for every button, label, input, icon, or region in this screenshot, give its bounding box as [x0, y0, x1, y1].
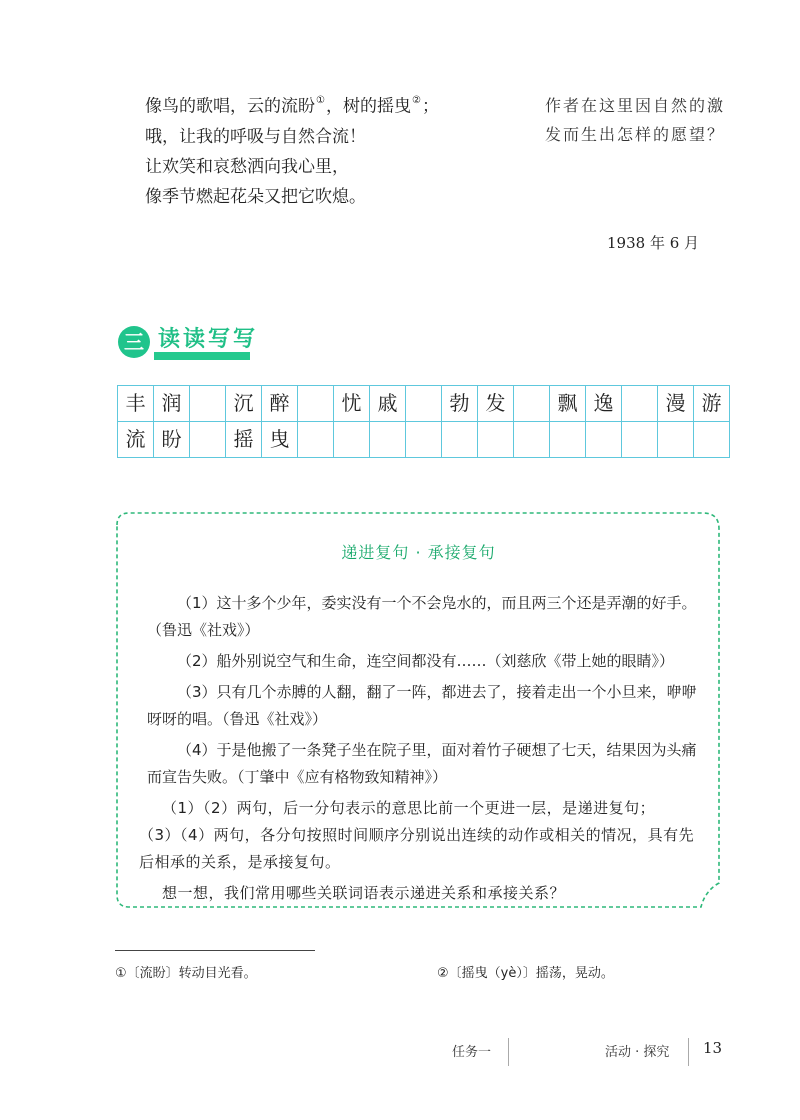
grid-cell — [298, 422, 334, 458]
section-number-badge: 三 — [118, 326, 150, 358]
conclusion-sequential: （3）（4）两句，各分句按照时间顺序分别说出连续的动作或相关的情况，具有先后相承的关系，是承接复句。 — [139, 826, 695, 871]
section-underline — [154, 352, 250, 360]
grid-cell: 飘 — [550, 386, 586, 422]
grid-cell — [370, 422, 406, 458]
grid-cell — [406, 386, 442, 422]
knowledge-box-title: 递进复句 · 承接复句 — [341, 543, 496, 562]
poem-line-1: 像鸟的歌唱，云的流盼①，树的摇曳②； — [145, 95, 439, 117]
word-practice-grid — [117, 385, 730, 458]
grid-cell: 戚 — [370, 386, 406, 422]
grid-cell: 润 — [154, 386, 190, 422]
example-4: （4）于是他搬了一条凳子坐在院子里，面对着竹子硬想了七天，结果因为头痛而宣告失败。（丁肇中《应有格物致知精神》） — [147, 741, 697, 786]
grid-cell — [190, 386, 226, 422]
footer-task-label: 任务一 — [452, 1045, 492, 1060]
knowledge-box-text — [139, 590, 702, 911]
grid-cell: 游 — [694, 386, 730, 422]
grid-cell: 丰 — [118, 386, 154, 422]
poem-line-2: 哦，让我的呼吸与自然合流！ — [145, 126, 366, 147]
grid-cell — [514, 422, 550, 458]
page-number: 13 — [703, 1039, 723, 1057]
footer-activity-label: 活动 · 探究 — [605, 1045, 670, 1060]
side-annotation: 作者在这里因自然的激发而生出怎样的愿望？ — [545, 96, 726, 144]
grid-cell — [190, 422, 226, 458]
poem-line-4: 像季节燃起花朵又把它吹熄。 — [145, 186, 366, 207]
grid-cell: 流 — [118, 422, 154, 458]
grid-cell — [406, 422, 442, 458]
grid-cell: 醉 — [262, 386, 298, 422]
section-title: 读读写写 — [158, 327, 259, 352]
grid-cell — [334, 422, 370, 458]
grid-cell — [514, 386, 550, 422]
footnote-2: ②〔摇曳（yè）〕摇荡，晃动。 — [437, 966, 614, 981]
poem-line-3: 让欢笑和哀愁洒向我心里， — [145, 156, 349, 177]
grid-cell — [586, 422, 622, 458]
footer-divider — [688, 1038, 689, 1066]
grid-cell — [658, 422, 694, 458]
footnote-ref-1: ① — [316, 95, 325, 106]
grid-cell: 漫 — [658, 386, 694, 422]
footnote-divider — [115, 950, 315, 951]
grid-cell: 沉 — [226, 386, 262, 422]
grid-cell: 摇 — [226, 422, 262, 458]
poem-date: 1938 年 6 月 — [607, 234, 700, 252]
poem — [145, 88, 515, 212]
grid-cell: 曳 — [262, 422, 298, 458]
footnote-ref-2: ② — [411, 95, 421, 106]
grid-cell — [298, 386, 334, 422]
example-1: （1）这十多个少年，委实没有一个不会凫水的，而且两三个还是弄潮的好手。（鲁迅《社戏》） — [147, 594, 697, 639]
grid-cell: 勃 — [442, 386, 478, 422]
think-question: 想一想，我们常用哪些关联词语表示递进关系和承接关系？ — [162, 884, 566, 902]
grid-cell — [550, 422, 586, 458]
footnote-1: ①〔流盼〕转动目光看。 — [115, 966, 257, 981]
grid-cell: 忧 — [334, 386, 370, 422]
example-2: （2）船外别说空气和生命，连空间都没有……（刘慈欣《带上她的眼睛》） — [177, 652, 675, 670]
grid-cell — [694, 422, 730, 458]
example-3: （3）只有几个赤膊的人翻，翻了一阵，都进去了，接着走出一个小旦来，咿咿呀呀的唱。（鲁迅《社戏》） — [147, 683, 697, 728]
grid-cell — [442, 422, 478, 458]
conclusion-progressive: （1）（2）两句，后一分句表示的意思比前一个更进一层，是递进复句； — [162, 799, 656, 817]
grid-cell — [622, 422, 658, 458]
grid-cell — [478, 422, 514, 458]
grid-cell: 逸 — [586, 386, 622, 422]
grid-cell — [622, 386, 658, 422]
footer-divider — [508, 1038, 509, 1066]
grid-cell: 发 — [478, 386, 514, 422]
grid-cell: 盼 — [154, 422, 190, 458]
